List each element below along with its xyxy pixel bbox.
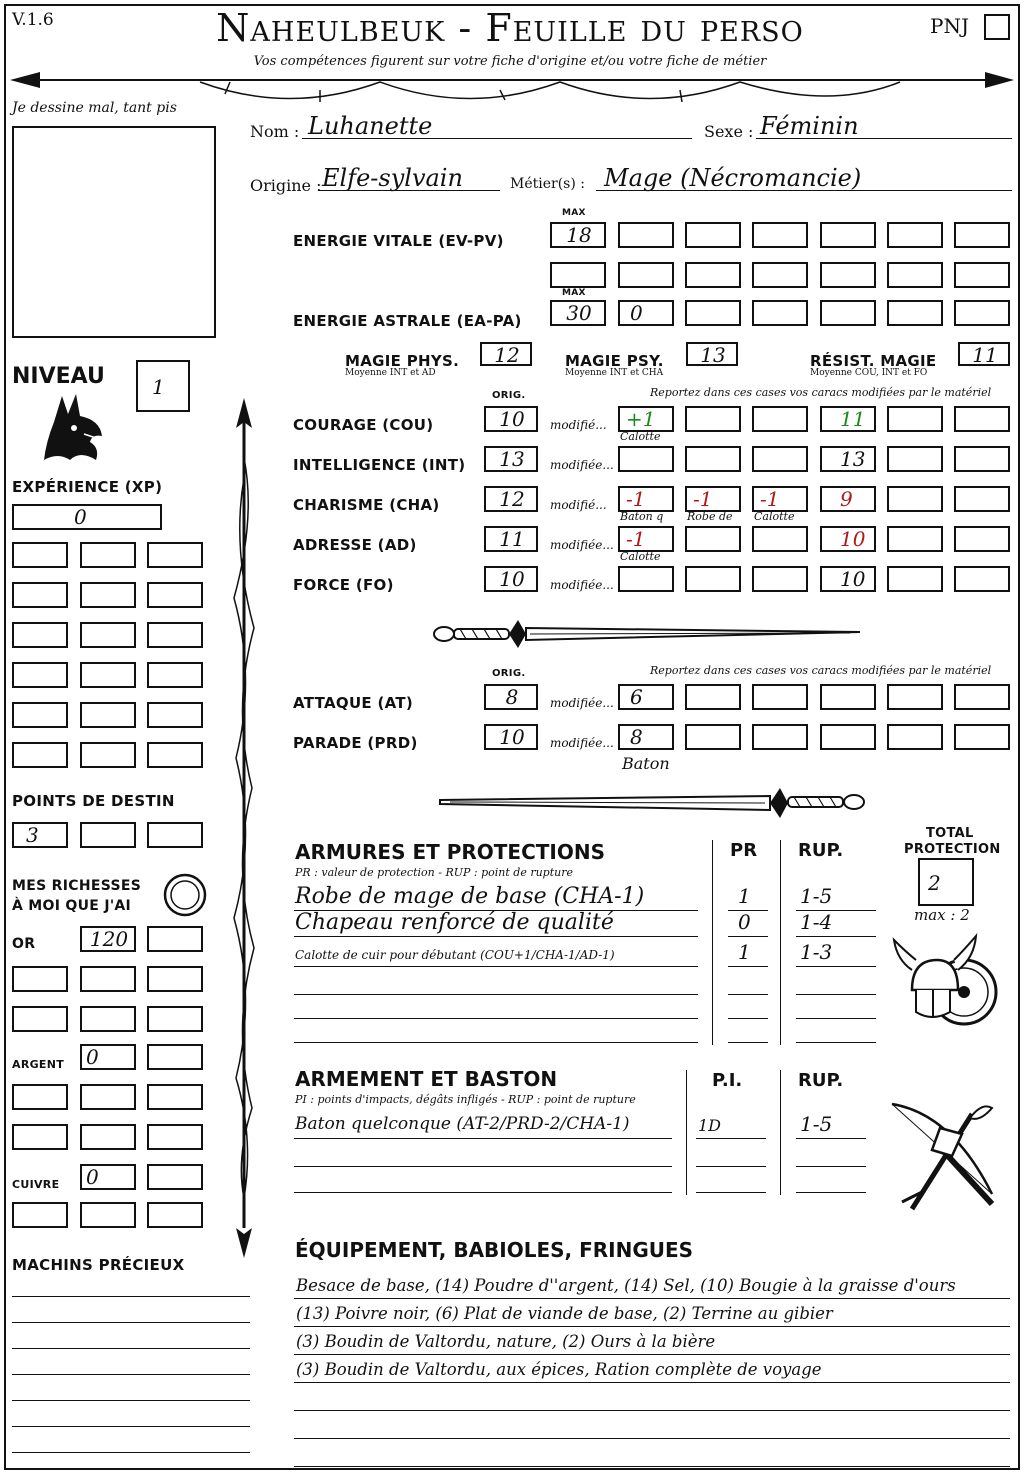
cuivre-label: CUIVRE xyxy=(12,1178,60,1191)
argent-label: ARGENT xyxy=(12,1058,65,1071)
stat-box[interactable] xyxy=(954,486,1010,512)
machins-line[interactable] xyxy=(12,1374,250,1375)
stat-mod-box[interactable] xyxy=(685,406,741,432)
richesses-label-2: À MOI QUE J'AI xyxy=(12,898,132,914)
combat-value-box[interactable]: 6 xyxy=(618,684,674,710)
coin-icon xyxy=(162,872,208,918)
or-box[interactable] xyxy=(12,1006,68,1032)
destin-box[interactable]: 3 xyxy=(12,822,68,848)
ea-box[interactable] xyxy=(887,300,943,326)
stat-label: ADRESSE (AD) xyxy=(293,536,417,554)
or-box[interactable] xyxy=(80,1006,136,1032)
stat-box[interactable] xyxy=(954,406,1010,432)
richesses-label-1: MES RICHESSES xyxy=(12,878,142,894)
pr-header: PR xyxy=(730,840,758,861)
ea-box[interactable] xyxy=(820,300,876,326)
pi-header: P.I. xyxy=(712,1070,743,1091)
metier-value[interactable]: Mage (Nécromancie) xyxy=(604,164,862,192)
ev-box[interactable] xyxy=(820,222,876,248)
ea-max-box[interactable]: 30 xyxy=(550,300,606,326)
combat-label: PARADE (PRD) xyxy=(293,734,418,752)
stat-modifie-label: modifiée... xyxy=(550,458,614,472)
stat-label: INTELLIGENCE (INT) xyxy=(293,456,466,474)
xp-box[interactable] xyxy=(147,542,203,568)
stat-mod-note: Calotte xyxy=(754,510,795,523)
report-note-combat: Reportez dans ces cases vos caracs modifiées par le matériel xyxy=(650,664,992,677)
magie-psy-box[interactable]: 13 xyxy=(686,342,738,366)
machins-line[interactable] xyxy=(12,1400,250,1401)
ea-current-box[interactable]: 0 xyxy=(618,300,674,326)
stat-final-box[interactable]: 9 xyxy=(820,486,876,512)
stat-mod-box[interactable]: -1 xyxy=(685,486,741,512)
arme-rup[interactable]: 1-5 xyxy=(800,1112,833,1136)
xp-box[interactable] xyxy=(80,582,136,608)
combat-box[interactable] xyxy=(752,724,808,750)
pnj-checkbox[interactable] xyxy=(984,14,1010,40)
stat-mod-box[interactable] xyxy=(685,526,741,552)
combat-label: ATTAQUE (AT) xyxy=(293,694,414,712)
stat-mod-note: Calotte xyxy=(620,430,661,443)
stat-box[interactable] xyxy=(954,446,1010,472)
armement-title: ARMEMENT ET BASTON xyxy=(295,1067,558,1091)
combat-box[interactable] xyxy=(685,684,741,710)
or-box[interactable] xyxy=(147,1006,203,1032)
armure-pr[interactable]: 1 xyxy=(738,884,751,908)
xp-box[interactable] xyxy=(12,542,68,568)
report-note: Reportez dans ces cases vos caracs modifiées par le matériel xyxy=(650,386,992,399)
orig-label: ORIG. xyxy=(492,390,526,401)
combat-box[interactable] xyxy=(752,684,808,710)
ev-box[interactable] xyxy=(685,222,741,248)
combat-note: Baton xyxy=(622,754,670,773)
argent-box[interactable] xyxy=(80,1124,136,1150)
equipement-line[interactable]: (13) Poivre noir, (6) Plat de viande de base, (2) Terrine au gibier xyxy=(296,1304,833,1323)
ev-box[interactable] xyxy=(618,222,674,248)
sword-icon xyxy=(430,782,870,822)
stat-mod-box[interactable]: -1 xyxy=(752,486,808,512)
cuivre-box[interactable] xyxy=(80,1202,136,1228)
metier-label: Métier(s) : xyxy=(510,176,585,192)
xp-box[interactable] xyxy=(80,702,136,728)
spear-icon xyxy=(226,398,262,1258)
argent-box[interactable] xyxy=(147,1044,203,1070)
stat-modifie-label: modifiée... xyxy=(550,538,614,552)
armure-rup[interactable]: 1-3 xyxy=(800,940,833,964)
xp-box[interactable] xyxy=(12,702,68,728)
stat-mod-box[interactable] xyxy=(752,446,808,472)
helmet-shield-icon xyxy=(892,930,1002,1040)
stat-final-box[interactable]: 11 xyxy=(820,406,876,432)
combat-value-box[interactable]: 8 xyxy=(618,724,674,750)
or-box[interactable]: 120 xyxy=(80,926,136,952)
machins-line[interactable] xyxy=(12,1426,250,1427)
armure-rup[interactable]: 1-4 xyxy=(800,910,833,934)
combat-orig-box[interactable]: 10 xyxy=(484,724,538,750)
xp-box[interactable] xyxy=(80,622,136,648)
equipement-line[interactable]: Besace de base, (14) Poudre d''argent, (14) Sel, (10) Bougie à la graisse d'ours xyxy=(296,1276,956,1295)
xp-box[interactable] xyxy=(12,622,68,648)
arme-pi[interactable]: 1D xyxy=(698,1116,722,1135)
orig-label-combat: ORIG. xyxy=(492,668,526,679)
xp-box[interactable] xyxy=(12,662,68,688)
argent-box[interactable]: 0 xyxy=(80,1044,136,1070)
machins-line[interactable] xyxy=(12,1348,250,1349)
stat-orig-box[interactable]: 12 xyxy=(484,486,538,512)
ev-label: ENERGIE VITALE (EV-PV) xyxy=(293,232,504,250)
stat-mod-note: Robe de xyxy=(687,510,733,523)
sheet-title: Naheulbeuk - Feuille du perso xyxy=(216,6,804,50)
destin-box[interactable] xyxy=(147,822,203,848)
argent-box[interactable] xyxy=(80,1084,136,1110)
total-protection-label2: PROTECTION xyxy=(904,842,1001,857)
machins-line[interactable] xyxy=(12,1296,250,1297)
or-box[interactable] xyxy=(147,926,203,952)
combat-modifie-label: modifiée... xyxy=(550,696,614,710)
ev-box[interactable] xyxy=(752,262,808,288)
combat-box[interactable] xyxy=(820,724,876,750)
xp-box[interactable] xyxy=(80,542,136,568)
combat-box[interactable] xyxy=(820,684,876,710)
sheet-subtitle: Vos compétences figurent sur votre fiche d'origine et/ou votre fiche de métier xyxy=(253,54,767,69)
machins-line[interactable] xyxy=(12,1322,250,1323)
ev-box[interactable] xyxy=(954,262,1010,288)
stat-final-box[interactable]: 13 xyxy=(820,446,876,472)
stat-mod-box[interactable]: +1 xyxy=(618,406,674,432)
niveau-box[interactable]: 1 xyxy=(136,360,190,412)
nom-label: Nom : xyxy=(250,122,300,141)
armure-pr[interactable]: 0 xyxy=(738,910,751,934)
ev-max-label: MAX xyxy=(562,208,586,218)
nom-value[interactable]: Luhanette xyxy=(308,112,433,140)
xp-box[interactable] xyxy=(147,742,203,768)
resist-magie-note: Moyenne COU, INT et FO xyxy=(810,368,928,378)
stat-orig-box[interactable]: 10 xyxy=(484,406,538,432)
destin-label: POINTS DE DESTIN xyxy=(12,792,175,810)
stat-modifie-label: modifiée... xyxy=(550,578,614,592)
magie-psy-label: MAGIE PSY. xyxy=(565,352,664,370)
sexe-value[interactable]: Féminin xyxy=(760,112,859,140)
stat-box[interactable] xyxy=(887,566,943,592)
armement-note: PI : points d'impacts, dégâts infligés - RUP : point de rupture xyxy=(295,1093,636,1106)
stat-mod-box[interactable] xyxy=(618,446,674,472)
stat-box[interactable] xyxy=(887,526,943,552)
or-box[interactable] xyxy=(12,966,68,992)
rup-header: RUP. xyxy=(798,840,844,861)
armure-name[interactable]: Calotte de cuir pour débutant (COU+1/CHA-1/AD-1) xyxy=(295,948,615,962)
weapons-icon xyxy=(882,1094,1010,1220)
xp-box[interactable] xyxy=(147,662,203,688)
cuivre-box[interactable]: 0 xyxy=(80,1164,136,1190)
destin-box[interactable] xyxy=(80,822,136,848)
stat-mod-note: Calotte xyxy=(620,550,661,563)
ev-max-box[interactable]: 18 xyxy=(550,222,606,248)
sword-icon xyxy=(430,612,870,652)
origine-label: Origine : xyxy=(250,176,322,195)
ea-box[interactable] xyxy=(752,300,808,326)
total-protection-box[interactable]: 2 xyxy=(918,858,974,906)
stat-mod-box[interactable]: -1 xyxy=(618,486,674,512)
stat-modifie-label: modifié... xyxy=(550,418,607,432)
stat-mod-box[interactable] xyxy=(752,526,808,552)
machins-label: MACHINS PRÉCIEUX xyxy=(12,1256,185,1274)
combat-box[interactable] xyxy=(887,724,943,750)
resist-magie-label: RÉSIST. MAGIE xyxy=(810,352,937,370)
stat-mod-box[interactable] xyxy=(685,446,741,472)
stat-mod-box[interactable]: -1 xyxy=(618,526,674,552)
ev-box[interactable] xyxy=(887,262,943,288)
ea-box[interactable] xyxy=(685,300,741,326)
ea-label: ENERGIE ASTRALE (EA-PA) xyxy=(293,312,522,330)
ea-box[interactable] xyxy=(954,300,1010,326)
dragon-icon xyxy=(40,394,108,464)
equipement-line[interactable]: (3) Boudin de Valtordu, aux épices, Ration complète de voyage xyxy=(296,1360,822,1379)
argent-box[interactable] xyxy=(12,1084,68,1110)
magie-psy-note: Moyenne INT et CHA xyxy=(565,368,664,378)
or-box[interactable] xyxy=(80,966,136,992)
equipement-title: ÉQUIPEMENT, BABIOLES, FRINGUES xyxy=(295,1238,694,1262)
ev-box[interactable] xyxy=(618,262,674,288)
magie-phys-box[interactable]: 12 xyxy=(480,342,532,366)
armure-pr[interactable]: 1 xyxy=(738,940,751,964)
portrait-box[interactable] xyxy=(12,126,216,338)
armure-rup[interactable]: 1-5 xyxy=(800,884,833,908)
xp-box[interactable]: 0 xyxy=(12,504,162,530)
cuivre-box[interactable] xyxy=(12,1202,68,1228)
combat-orig-box[interactable]: 8 xyxy=(484,684,538,710)
stat-mod-note: Baton q xyxy=(620,510,664,523)
portrait-caption: Je dessine mal, tant pis xyxy=(12,100,177,116)
combat-box[interactable] xyxy=(954,724,1010,750)
max-protection-note: max : 2 xyxy=(914,906,970,924)
stat-mod-box[interactable] xyxy=(752,406,808,432)
resist-magie-box[interactable]: 11 xyxy=(958,342,1010,366)
stat-orig-box[interactable]: 11 xyxy=(484,526,538,552)
or-box[interactable] xyxy=(147,966,203,992)
origine-value[interactable]: Elfe-sylvain xyxy=(322,164,463,192)
xp-box[interactable] xyxy=(147,622,203,648)
stat-final-box[interactable]: 10 xyxy=(820,526,876,552)
armures-note: PR : valeur de protection - RUP : point de rupture xyxy=(295,866,573,879)
combat-box[interactable] xyxy=(887,684,943,710)
stat-label: CHARISME (CHA) xyxy=(293,496,440,514)
magie-phys-note: Moyenne INT et AD xyxy=(345,368,436,378)
argent-box[interactable] xyxy=(147,1124,203,1150)
stat-orig-box[interactable]: 10 xyxy=(484,566,538,592)
ev-box[interactable] xyxy=(550,262,606,288)
version-label: V.1.6 xyxy=(12,10,54,30)
xp-box[interactable] xyxy=(80,742,136,768)
stat-label: COURAGE (COU) xyxy=(293,416,434,434)
xp-box[interactable] xyxy=(147,702,203,728)
stat-final-box[interactable]: 10 xyxy=(820,566,876,592)
total-protection-label1: TOTAL xyxy=(926,826,974,841)
sexe-label: Sexe : xyxy=(704,122,754,141)
combat-modifie-label: modifiée... xyxy=(550,736,614,750)
stat-box[interactable] xyxy=(887,446,943,472)
stat-label: FORCE (FO) xyxy=(293,576,394,594)
armure-name[interactable]: Robe de mage de base (CHA-1) xyxy=(295,884,645,909)
cuivre-box[interactable] xyxy=(147,1202,203,1228)
ea-max-label: MAX xyxy=(562,288,586,298)
rup-header-armement: RUP. xyxy=(798,1070,844,1091)
xp-box[interactable] xyxy=(12,582,68,608)
equipement-line[interactable]: (3) Boudin de Valtordu, nature, (2) Ours à la bière xyxy=(296,1332,716,1351)
magie-phys-label: MAGIE PHYS. xyxy=(345,352,460,370)
stat-mod-box[interactable] xyxy=(618,566,674,592)
stat-orig-box[interactable]: 13 xyxy=(484,446,538,472)
xp-box[interactable] xyxy=(80,662,136,688)
xp-box[interactable] xyxy=(12,742,68,768)
stat-box[interactable] xyxy=(887,406,943,432)
argent-box[interactable] xyxy=(12,1124,68,1150)
stat-modifie-label: modifié... xyxy=(550,498,607,512)
ev-box[interactable] xyxy=(887,222,943,248)
stat-mod-box[interactable] xyxy=(752,566,808,592)
armure-name[interactable]: Chapeau renforcé de qualité xyxy=(295,910,614,935)
armures-title: ARMURES ET PROTECTIONS xyxy=(295,840,605,864)
combat-box[interactable] xyxy=(954,684,1010,710)
stat-box[interactable] xyxy=(954,566,1010,592)
niveau-label: NIVEAU xyxy=(12,364,105,389)
combat-box[interactable] xyxy=(685,724,741,750)
stat-mod-box[interactable] xyxy=(685,566,741,592)
ev-box[interactable] xyxy=(752,222,808,248)
pnj-label: PNJ xyxy=(930,14,969,38)
argent-box[interactable] xyxy=(147,1084,203,1110)
stat-box[interactable] xyxy=(887,486,943,512)
stat-box[interactable] xyxy=(954,526,1010,552)
ev-box[interactable] xyxy=(954,222,1010,248)
or-label: OR xyxy=(12,936,36,952)
machins-line[interactable] xyxy=(12,1452,250,1453)
xp-box[interactable] xyxy=(147,582,203,608)
cuivre-box[interactable] xyxy=(147,1164,203,1190)
xp-label: EXPÉRIENCE (XP) xyxy=(12,478,163,496)
ev-box[interactable] xyxy=(820,262,876,288)
ev-box[interactable] xyxy=(685,262,741,288)
arme-name[interactable]: Baton quelconque (AT-2/PRD-2/CHA-1) xyxy=(295,1114,630,1134)
